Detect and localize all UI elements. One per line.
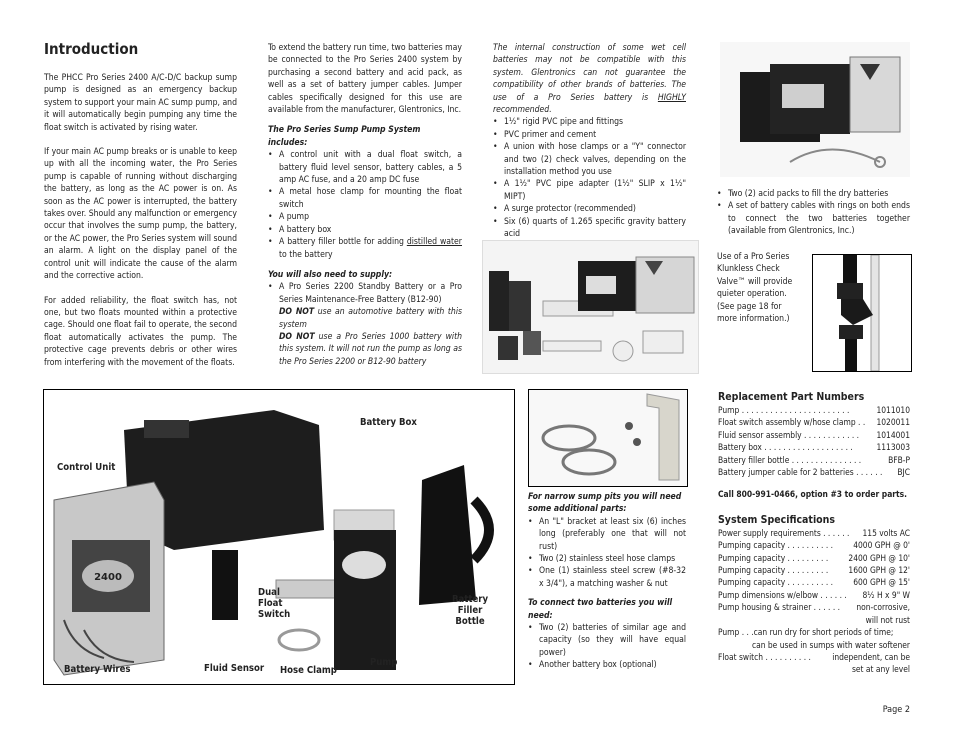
table-row: Pumping capacity . . . . . . . . . 2400 GPH @ 10' bbox=[718, 552, 910, 563]
intro-column bbox=[44, 72, 237, 369]
check-valve-note: Use of a Pro Series Klunkless Check Valve™ will provide quieter operation. (See page 18 for more information.) bbox=[717, 252, 793, 325]
list-item: • A control unit with a dual float switch, a battery fluid level sensor, battery cables, a 5 amp AC fuse, and a 20 amp DC fuse bbox=[268, 149, 462, 186]
label-dual-float-switch: Dual Float Switch bbox=[258, 587, 291, 620]
parts-table bbox=[718, 404, 910, 478]
label-control-unit: Control Unit bbox=[57, 462, 116, 473]
table-row: Battery filler bottle . . . . . . . . . . . . . . . BFB-P bbox=[718, 454, 910, 465]
table-row: Battery box . . . . . . . . . . . . . . . . . . . 1113003 bbox=[718, 442, 910, 453]
battery-note-column bbox=[493, 42, 686, 241]
battery-compatibility-note: The internal construction of some wet cell batteries may not be compatible with this system. Glentronics can not guarantee the compatibility of other brands of batteries. The use of a Pro Series battery is HIGHLY recommended. bbox=[493, 43, 686, 116]
two-batteries-photo bbox=[720, 42, 910, 177]
two-battery-paragraph: To extend the battery run time, two batteries may be connected to the Pro Series 2400 system by purchasing a second battery and acid pack, as well as a set of battery jumper cables. Jumper cables specifically designed for this use are available from the manufacturer, Glentronics, Inc. bbox=[268, 43, 462, 116]
list-item: • A metal hose clamp for mounting the float switch bbox=[268, 186, 462, 211]
list-item: • One (1) stainless steel screw (#8-32 x 3/4"), a matching washer & nut bbox=[528, 565, 686, 590]
list-item: • A battery box bbox=[268, 224, 462, 236]
label-battery-box: Battery Box bbox=[360, 417, 417, 428]
supply-list bbox=[268, 281, 462, 368]
table-row-continued: can be used in sumps with water softener bbox=[751, 639, 910, 650]
table-row: Battery jumper cable for 2 batteries . . . . . . BJC bbox=[718, 467, 910, 478]
label-battery-filler-bottle: Battery Filler Bottle bbox=[452, 594, 489, 627]
table-row: Float switch assembly w/hose clamp . . 1020011 bbox=[718, 417, 910, 428]
intro-paragraph: If your main AC pump breaks or is unable to keep up with all the incoming water, the Pro Series pump is capable of running without discharging the battery, as long as the AC power is on. As soon as the AC power is interrupted, the battery takes over. Should any malfunction or emergency occur that involves the sump pump, the battery, or the AC power, the Pro Series system will sound an alarm. A light on the display panel of the control unit will indicate the cause of the alarm and the corrective action. bbox=[44, 147, 237, 282]
two-batteries-list bbox=[528, 622, 686, 672]
specs-table bbox=[718, 527, 910, 676]
list-item: • Two (2) batteries of similar age and capacity (so they will have equal power) bbox=[528, 622, 686, 659]
list-item: • Another battery box (optional) bbox=[528, 659, 686, 671]
table-row: Power supply requirements . . . . . . 115 volts AC bbox=[718, 527, 910, 538]
table-row-continued: set at any level bbox=[851, 664, 910, 675]
batteries-illustration bbox=[720, 42, 910, 177]
label-fluid-sensor: Fluid Sensor bbox=[204, 663, 265, 674]
bracket-illustration bbox=[529, 390, 687, 486]
parts-and-specs-column bbox=[718, 390, 910, 676]
table-row-continued: will not rust bbox=[865, 614, 910, 625]
label-hose-clamp: Hose Clamp bbox=[280, 665, 337, 676]
supplies-illustration bbox=[483, 241, 698, 373]
table-row: Pumping capacity . . . . . . . . . . 4000 GPH @ 0' bbox=[718, 540, 910, 551]
intro-paragraph: For added reliability, the float switch has, not one, but two floats mounted within a protective cage. Should one float fail to operate, the second float automatically activates the pump. The protective cage prevents debris or other wires from interfering with the movement of the floats. bbox=[44, 295, 237, 368]
table-row: Pump housing & strainer . . . . . . non-corrosive, bbox=[718, 602, 910, 613]
label-battery-wires: Battery Wires bbox=[64, 664, 131, 675]
acid-column bbox=[717, 188, 910, 238]
two-batteries-heading: To connect two batteries you will need: bbox=[528, 598, 673, 621]
acid-list bbox=[717, 188, 910, 238]
table-row: Pump . . . . . . . . . . . . . . . . . . . . . . . 1011010 bbox=[718, 405, 910, 415]
table-row: Pumping capacity . . . . . . . . . 1600 GPH @ 12' bbox=[718, 565, 910, 576]
list-item: • A Pro Series 2200 Standby Battery or a Pro Series Maintenance-Free Battery (B12-90) DO NOT use an automotive battery with this system DO NOT use a Pro Series 1000 battery with this system. It will not run the pump as long as the Pro Series 2200 or B12-90 battery bbox=[268, 281, 462, 368]
list-item: • Six (6) quarts of 1.265 specific gravity battery acid bbox=[493, 216, 686, 241]
bracket-parts-photo bbox=[528, 389, 688, 487]
list-item: • An "L" bracket at least six (6) inches long (preferably one that will not rust) bbox=[528, 516, 686, 553]
kit-contents-photo bbox=[43, 389, 515, 685]
list-item: • Two (2) stainless steel hose clamps bbox=[528, 553, 686, 565]
check-valve-illustration bbox=[813, 255, 911, 371]
list-item: • A surge protector (recommended) bbox=[493, 203, 686, 215]
table-row: Pump dimensions w/elbow . . . . . . 8½ H x 9" W bbox=[718, 589, 910, 600]
kit-illustration bbox=[44, 390, 514, 684]
order-phone: Call 800-991-0466, option #3 to order parts. bbox=[718, 489, 907, 500]
specs-heading: System Specifications bbox=[718, 513, 836, 526]
intro-paragraph: The PHCC Pro Series 2400 A/C-D/C backup sump pump is designed as an emergency backup system to support your main AC sump pump, and it will automatically begin pumping any time the float switch is activated by rising water. bbox=[44, 73, 237, 133]
page-title: Introduction bbox=[44, 40, 139, 58]
label-pump: Pump bbox=[370, 657, 398, 668]
parts-heading: Replacement Part Numbers bbox=[718, 391, 865, 403]
check-valve-photo bbox=[812, 254, 912, 372]
list-item: • A set of battery cables with rings on both ends to connect the two batteries together (available from Glentronics, Inc.) bbox=[717, 200, 910, 237]
supply-list-continued bbox=[493, 116, 686, 240]
list-item: • A 1½" PVC pipe adapter (1½" SLIP x 1½" MIPT) bbox=[493, 178, 686, 203]
supplies-photo bbox=[482, 240, 699, 374]
list-item: • A pump bbox=[268, 211, 462, 223]
table-row: Pumping capacity . . . . . . . . . . 600 GPH @ 15' bbox=[718, 577, 910, 588]
list-item: • A battery filler bottle for adding distilled water to the battery bbox=[268, 236, 462, 261]
control-unit-logo: 2400 bbox=[94, 572, 122, 583]
table-row: Fluid sensor assembly . . . . . . . . . . . . 1014001 bbox=[718, 429, 910, 440]
page-number: Page 2 bbox=[882, 705, 910, 715]
supply-heading: You will also need to supply: bbox=[268, 269, 393, 280]
includes-heading: The Pro Series Sump Pump System includes: bbox=[268, 125, 421, 148]
list-item: • 1½" rigid PVC pipe and fittings bbox=[493, 116, 686, 128]
narrow-pit-list bbox=[528, 516, 686, 590]
list-item: • PVC primer and cement bbox=[493, 129, 686, 141]
narrow-pit-column bbox=[528, 491, 686, 672]
includes-list bbox=[268, 149, 462, 261]
list-item: • A union with hose clamps or a "Y" connector and two (2) check valves, depending on the installation method you use bbox=[493, 141, 686, 178]
narrow-pit-heading: For narrow sump pits you will need some additional parts: bbox=[528, 492, 682, 515]
table-row: Pump . . .can run dry for short periods of time; bbox=[718, 627, 894, 638]
table-row: Float switch . . . . . . . . . . independent, can be bbox=[718, 651, 910, 662]
list-item: • Two (2) acid packs to fill the dry batteries bbox=[717, 188, 910, 200]
system-column bbox=[268, 42, 462, 368]
